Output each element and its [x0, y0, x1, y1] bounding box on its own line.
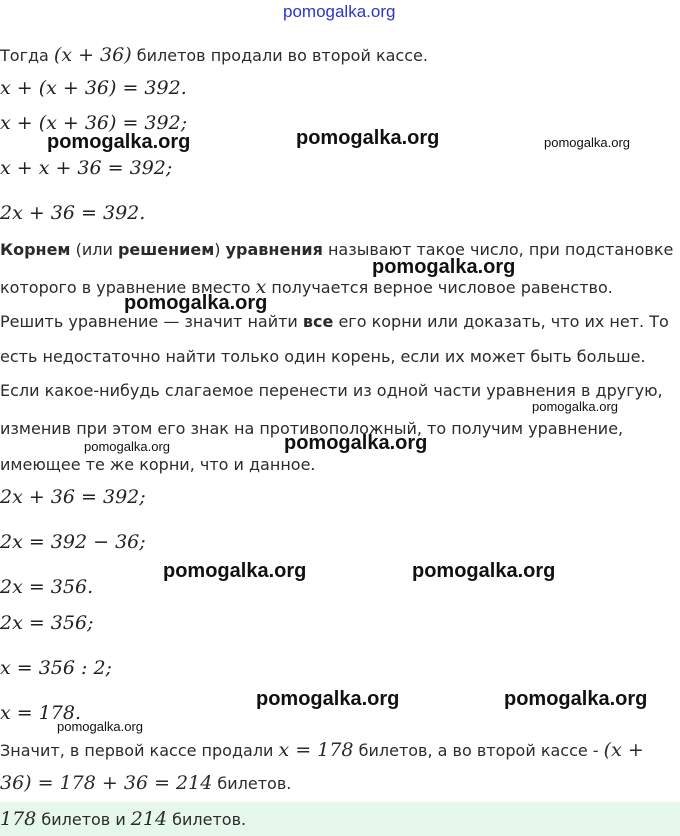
intro-math: (x + 36) — [53, 44, 132, 66]
equation-9: x = 356 : 2; — [0, 657, 112, 679]
answer-text-1: билетов и — [36, 810, 131, 829]
answer-number-1: 178 — [0, 808, 37, 830]
answer-number-2: 214 — [130, 808, 168, 830]
equation-7: 2x = 356. — [0, 576, 94, 598]
concl2-b: билетов. — [212, 774, 292, 793]
equation-5: 2x + 36 = 392; — [0, 486, 146, 508]
move-line-1: Если какое-нибудь слагаемое перенести из одной части уравнения в другую, — [0, 381, 663, 400]
watermark: pomogalka.org — [532, 399, 618, 414]
definition-line-2 — [0, 276, 613, 298]
answer-text-2: билетов. — [167, 810, 247, 829]
equation-1: x + (x + 36) = 392. — [0, 77, 187, 99]
watermark: pomogalka.org — [124, 292, 268, 314]
concl1-a: Значит, в первой кассе продали — [0, 741, 279, 760]
watermark: pomogalka.org — [544, 135, 630, 150]
watermark: pomogalka.org — [296, 127, 440, 149]
conclusion-line-2 — [0, 772, 291, 794]
watermark: pomogalka.org — [84, 439, 170, 454]
watermark: pomogalka.org — [57, 719, 143, 734]
def-close: ) — [214, 240, 226, 259]
def2-a: которого в уравнение вместо — [0, 278, 256, 297]
equation-10: x = 178. — [0, 702, 82, 724]
def2-x: x — [255, 276, 267, 298]
def2-b: получается верное числовое равенство. — [266, 278, 613, 297]
watermark: pomogalka.org — [372, 256, 516, 278]
equation-6: 2x = 392 − 36; — [0, 531, 146, 553]
intro-text-b: билетов продали во второй кассе. — [131, 46, 428, 65]
equation-4: 2x + 36 = 392. — [0, 202, 146, 224]
equation-3: x + x + 36 = 392; — [0, 157, 173, 179]
concl1-b: билетов, а во второй кассе - — [353, 741, 604, 760]
answer-line — [0, 808, 246, 830]
site-link[interactable]: pomogalka.org — [283, 2, 396, 21]
concl1-math-2: (x + — [603, 739, 644, 761]
equation-8: 2x = 356; — [0, 612, 94, 634]
move-line-2: изменив при этом его знак на противоположный, то получим уравнение, — [0, 419, 624, 438]
solve1-b: его корни или доказать, что их нет. То — [333, 312, 669, 331]
def-rest: называют такое число, при подстановке — [322, 240, 674, 259]
term-root: Корнем — [0, 240, 71, 259]
solve-line-1 — [0, 312, 669, 331]
watermark: pomogalka.org — [504, 688, 648, 710]
conclusion-line-1 — [0, 739, 644, 761]
solve1-a: Решить уравнение — значит найти — [0, 312, 303, 331]
def-or: (или — [70, 240, 118, 259]
concl2-math: 36) = 178 + 36 = 214 — [0, 772, 213, 794]
watermark: pomogalka.org — [256, 688, 400, 710]
intro-text-a: Тогда — [0, 46, 54, 65]
move-line-3: имеющее те же корни, что и данное. — [0, 455, 316, 474]
watermark: pomogalka.org — [163, 560, 307, 582]
watermark: pomogalka.org — [412, 560, 556, 582]
equation-2: x + (x + 36) = 392; — [0, 112, 188, 134]
term-solution: решением — [117, 240, 215, 259]
term-all: все — [302, 312, 334, 331]
term-equation: уравнения — [225, 240, 323, 259]
watermark: pomogalka.org — [47, 131, 191, 153]
concl1-math-1: x = 178 — [278, 739, 354, 761]
solve-line-2: есть недостаточно найти только один корень, если их может быть больше. — [0, 347, 646, 366]
watermark: pomogalka.org — [284, 432, 428, 454]
intro-line — [0, 44, 428, 66]
definition-line-1 — [0, 240, 673, 259]
